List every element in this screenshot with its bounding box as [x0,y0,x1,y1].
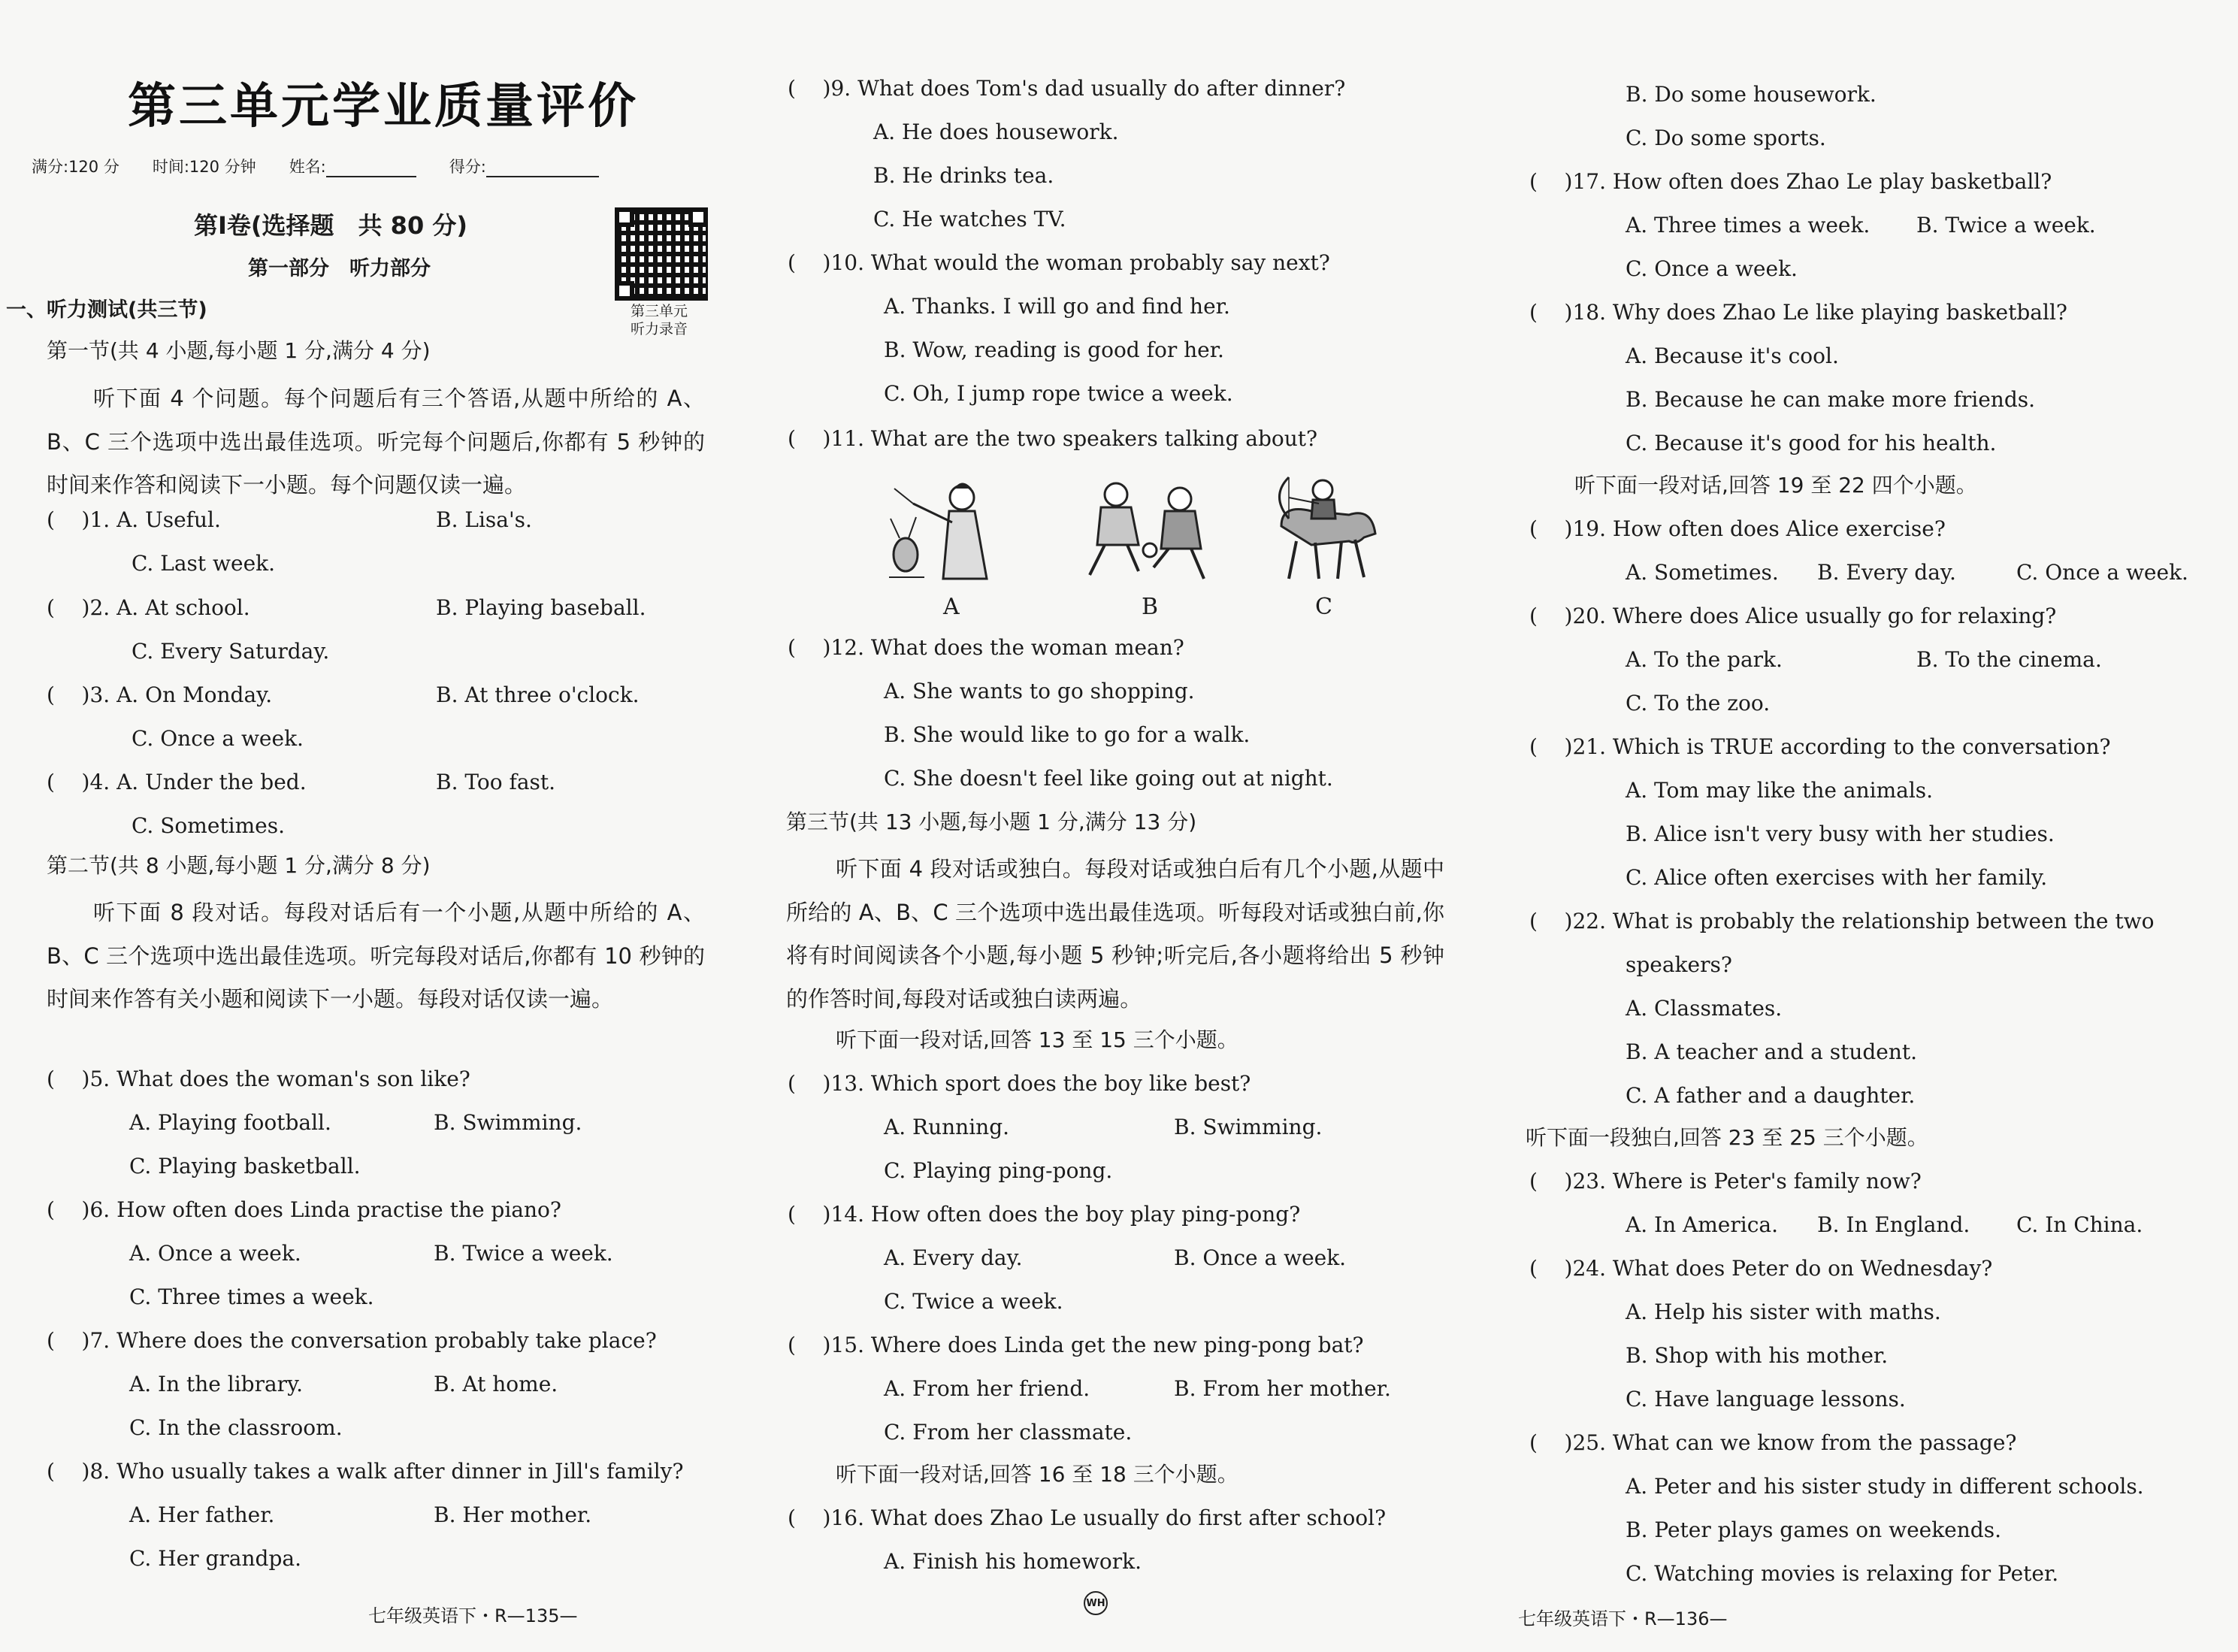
q18-stem: ( )18. Why does Zhao Le like playing basketball? [1529,300,2067,325]
name-field: 姓名: [289,155,416,177]
q23-option-b: B. In England. [1817,1212,1970,1237]
page-title: 第三单元学业质量评价 [128,79,639,135]
q2-option-c: C. Every Saturday. [132,639,330,664]
q13-option-c: C. Playing ping-pong. [884,1158,1113,1183]
q7-stem: ( )7. Where does the conversation probably take place? [47,1328,657,1353]
section-title: 一、听力测试(共三节) [6,298,207,322]
q22-stem-continued: speakers? [1626,952,1732,977]
part-title: 第一部分 听力部分 [248,257,431,280]
q24-option-c: C. Have language lessons. [1626,1387,1906,1411]
q12-option-b: B. She would like to go for a walk. [884,722,1251,747]
q9-option-a: A. He does housework. [873,120,1119,144]
q21-option-a: A. Tom may like the animals. [1626,778,1934,803]
q10-option-c: C. Oh, I jump rope twice a week. [884,381,1233,406]
section2-instructions: 听下面 8 段对话。每段对话后有一个小题,从题中所给的 A、B、C 三个选项中选出最佳选项。听完每段对话后,你都有 10 秒钟的时间来作答有关小题和阅读下一小题。每段对话仅读一遍。 [47,900,705,1012]
q9-stem: ( )9. What does Tom's dad usually do after dinner? [788,76,1346,101]
q3-option-c: C. Once a week. [132,726,304,751]
q16-stem: ( )16. What does Zhao Le usually do first after school? [788,1505,1387,1530]
volume-title: 第Ⅰ卷(选择题 共 80 分) [194,211,467,240]
exam-meta [32,155,708,177]
q11-picture-c-horse-archery[interactable] [1266,474,1387,586]
section3-header: 第三节(共 13 小题,每小题 1 分,满分 13 分) [786,809,1197,834]
q15-option-b: B. From her mother. [1174,1376,1391,1401]
q9-option-c: C. He watches TV. [873,207,1066,231]
q19-option-a: A. Sometimes. [1626,560,1779,585]
q14-stem: ( )14. How often does the boy play ping-pong? [788,1202,1301,1227]
q9-option-b: B. He drinks tea. [873,163,1054,188]
q13-option-a: A. Running. [884,1115,1010,1139]
q8-option-c: C. Her grandpa. [129,1546,301,1571]
q22-option-a: A. Classmates. [1626,996,1783,1021]
q5-option-c: C. Playing basketball. [129,1154,361,1178]
q17-stem: ( )17. How often does Zhao Le play basketball? [1529,169,2052,194]
q5-stem: ( )5. What does the woman's son like? [47,1067,470,1091]
q11-picture-b-cuju-football[interactable] [1075,474,1217,586]
q15-stem: ( )15. Where does Linda get the new ping-pong bat? [788,1333,1364,1357]
q18-option-b: B. Because he can make more friends. [1626,387,2036,412]
q7-option-a: A. In the library. [129,1372,304,1396]
q13-option-b: B. Swimming. [1174,1115,1323,1139]
q18-option-a: A. Because it's cool. [1626,343,1839,368]
q12-option-c: C. She doesn't feel like going out at night. [884,766,1333,791]
dialog2-instruction: 听下面一段对话,回答 16 至 18 三个小题。 [836,1462,1238,1487]
q21-option-c: C. Alice often exercises with her family. [1626,865,2048,890]
q1-stem: ( )1. A. Useful. [47,507,221,532]
q14-option-a: A. Every day. [884,1245,1023,1270]
q15-option-c: C. From her classmate. [884,1420,1133,1445]
q1-option-b: B. Lisa's. [436,507,532,532]
q1-option-c: C. Last week. [132,551,276,576]
q8-option-b: B. Her mother. [434,1502,592,1527]
q12-stem: ( )12. What does the woman mean? [788,635,1184,660]
q16-option-b: B. Do some housework. [1626,82,1877,107]
q23-option-c: C. In China. [2016,1212,2143,1237]
q23-option-a: A. In America. [1626,1212,1778,1237]
section2-header: 第二节(共 8 小题,每小题 1 分,满分 8 分) [47,853,431,878]
q17-option-c: C. Once a week. [1626,256,1798,281]
q7-option-c: C. In the classroom. [129,1415,343,1440]
score-field: 得分: [449,155,599,177]
q25-option-c: C. Watching movies is relaxing for Peter. [1626,1561,2059,1586]
q24-stem: ( )24. What does Peter do on Wednesday? [1529,1256,1993,1281]
q16-option-a: A. Finish his homework. [884,1549,1142,1574]
q21-stem: ( )21. Which is TRUE according to the conversation? [1529,734,2111,759]
q11-label-b: B [1142,594,1159,620]
q4-option-c: C. Sometimes. [132,813,285,838]
q3-option-b: B. At three o'clock. [436,682,640,707]
time-limit: 时间:120 分钟 [152,158,256,176]
q22-option-b: B. A teacher and a student. [1626,1039,1918,1064]
publisher-logo: WH [1084,1591,1108,1615]
q4-option-b: B. Too fast. [436,770,556,794]
qr-code-icon[interactable] [615,207,708,301]
q6-option-b: B. Twice a week. [434,1241,613,1266]
q10-stem: ( )10. What would the woman probably say next? [788,250,1330,275]
q20-option-a: A. To the park. [1626,647,1783,672]
q14-option-c: C. Twice a week. [884,1289,1063,1314]
q23-stem: ( )23. Where is Peter's family now? [1529,1169,1922,1194]
q11-stem: ( )11. What are the two speakers talking about? [788,426,1318,451]
q20-stem: ( )20. Where does Alice usually go for relaxing? [1529,604,2057,628]
q17-option-b: B. Twice a week. [1916,213,2096,238]
section1-instructions: 听下面 4 个问题。每个问题后有三个答语,从题中所给的 A、B、C 三个选项中选出最佳选项。听完每个问题后,你都有 5 秒钟的时间来作答和阅读下一小题。每个问题仅读一遍。 [47,386,705,498]
q16-option-c: C. Do some sports. [1626,126,1826,150]
q8-option-a: A. Her father. [129,1502,275,1527]
q6-stem: ( )6. How often does Linda practise the piano? [47,1197,561,1222]
q10-option-b: B. Wow, reading is good for her. [884,337,1224,362]
q19-option-c: C. Once a week. [2016,560,2188,585]
q2-stem: ( )2. A. At school. [47,595,250,620]
q24-option-b: B. Shop with his mother. [1626,1343,1889,1368]
q5-option-b: B. Swimming. [434,1110,582,1135]
q3-stem: ( )3. A. On Monday. [47,682,273,707]
section1-header: 第一节(共 4 小题,每小题 1 分,满分 4 分) [47,338,431,363]
q11-label-c: C [1315,594,1332,620]
q22-option-c: C. A father and a daughter. [1626,1083,1916,1108]
q21-option-b: B. Alice isn't very busy with her studies. [1626,821,2055,846]
full-score: 满分:120 分 [32,158,119,176]
q19-stem: ( )19. How often does Alice exercise? [1529,516,1946,541]
q18-option-c: C. Because it's good for his health. [1626,431,1997,455]
page-footer-right: 七年级英语下・R—136— [1518,1608,1728,1629]
q12-option-a: A. She wants to go shopping. [884,679,1195,703]
q25-option-b: B. Peter plays games on weekends. [1626,1517,2001,1542]
q14-option-b: B. Once a week. [1174,1245,1347,1270]
q19-option-b: B. Every day. [1817,560,1956,585]
page-footer-left: 七年级英语下・R—135— [368,1605,578,1626]
q6-option-c: C. Three times a week. [129,1284,374,1309]
monologue-instruction: 听下面一段独白,回答 23 至 25 三个小题。 [1526,1125,1928,1150]
q24-option-a: A. Help his sister with maths. [1626,1300,1941,1324]
q4-stem: ( )4. A. Under the bed. [47,770,307,794]
q2-option-b: B. Playing baseball. [436,595,646,620]
section3-instructions: 听下面 4 段对话或独白。每段对话或独白后有几个小题,从题中所给的 A、B、C 三个选项中选出最佳选项。听每段对话或独白前,你将有时间阅读各个小题,每小题 5 秒钟;听完后,各小题将给出 5 秒钟的作答时间,每段对话或独白读两遍。 [786,856,1444,1012]
q11-picture-a-archery-scene[interactable] [883,474,1026,586]
q8-stem: ( )8. Who usually takes a walk after dinner in Jill's family? [47,1459,684,1484]
q25-stem: ( )25. What can we know from the passage? [1529,1430,2017,1455]
q17-option-a: A. Three times a week. [1626,213,1871,238]
q15-option-a: A. From her friend. [884,1376,1090,1401]
dialog3-instruction: 听下面一段对话,回答 19 至 22 四个小题。 [1574,473,1977,498]
q11-label-a: A [943,594,960,620]
q10-option-a: A. Thanks. I will go and find her. [884,294,1230,319]
q20-option-b: B. To the cinema. [1916,647,2102,672]
qr-caption: 第三单元 听力录音 [630,303,688,337]
q5-option-a: A. Playing football. [129,1110,331,1135]
q7-option-b: B. At home. [434,1372,558,1396]
q13-stem: ( )13. Which sport does the boy like best? [788,1071,1251,1096]
dialog1-instruction: 听下面一段对话,回答 13 至 15 三个小题。 [836,1027,1238,1052]
q6-option-a: A. Once a week. [129,1241,301,1266]
q25-option-a: A. Peter and his sister study in different schools. [1626,1474,2144,1499]
q20-option-c: C. To the zoo. [1626,691,1771,716]
q22-stem: ( )22. What is probably the relationship between the two [1529,909,2155,933]
